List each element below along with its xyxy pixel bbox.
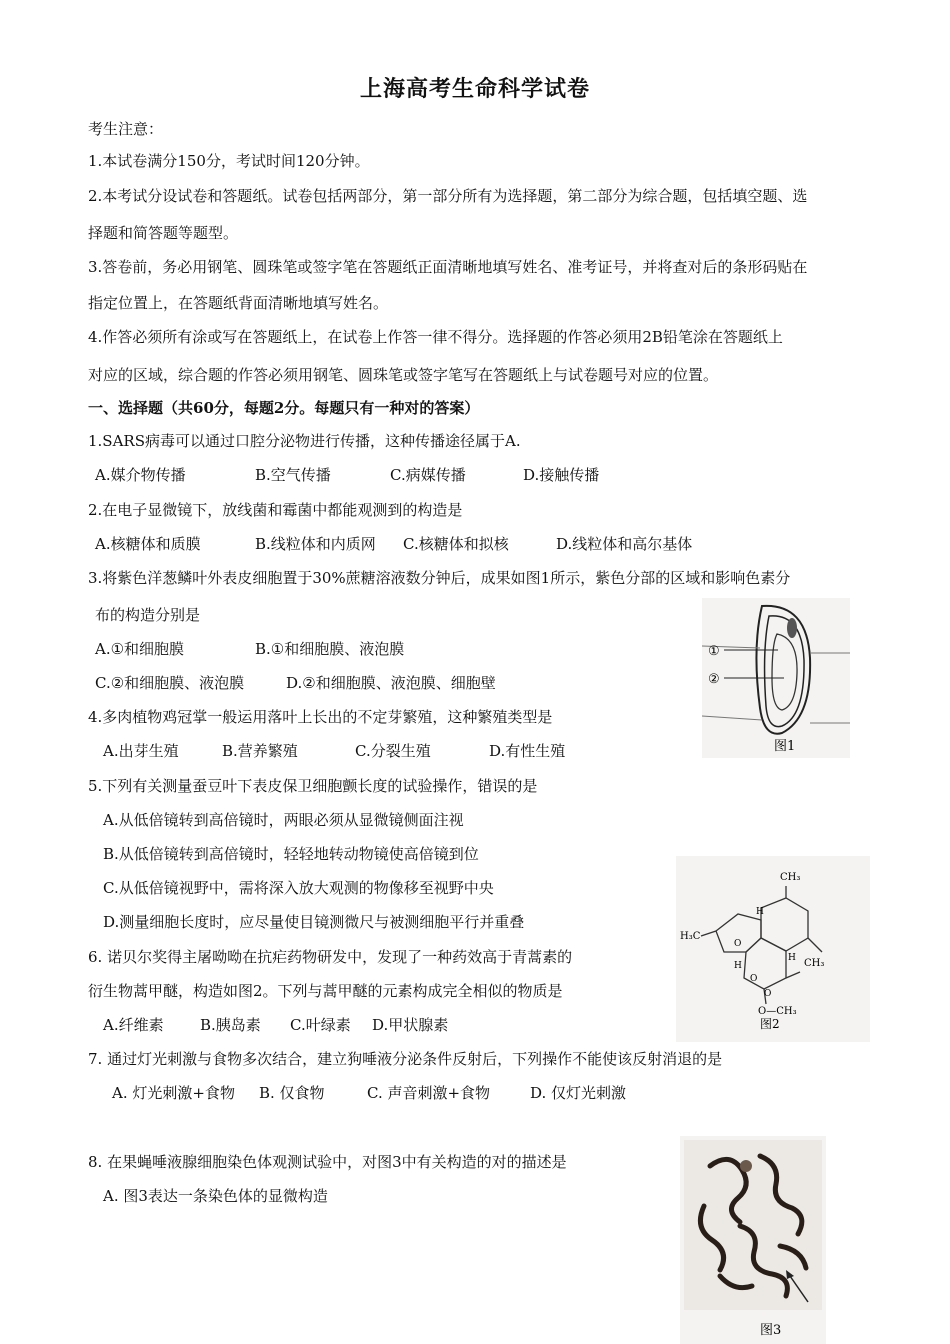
figure-1-cell <box>702 598 850 758</box>
q4-option-b: B.营养繁殖 <box>222 742 298 760</box>
figure-2-caption: 图2 <box>760 1017 780 1031</box>
q1-option-d: D.接触传播 <box>523 466 600 484</box>
figure-1-label-2: ② <box>708 672 720 687</box>
figure-2-molecule <box>676 856 870 1042</box>
q3-option-d: D.②和细胞膜、液泡膜、细胞壁 <box>286 674 496 692</box>
notice-item: 3.答卷前，务必用钢笔、圆珠笔或签字笔在答题纸正面清晰地填写姓名、准考证号，并将查对后的条形码贴在 <box>88 258 808 276</box>
q7-option-c: C. 声音刺激+食物 <box>367 1084 491 1102</box>
question-1-stem: 1.SARS病毒可以通过口腔分泌物进行传播，这种传播途径属于A. <box>88 432 521 450</box>
figure-3-drawing <box>680 1136 826 1344</box>
q4-option-d: D.有性生殖 <box>489 742 566 760</box>
notice-item: 1.本试卷满分150分，考试时间120分钟。 <box>88 152 370 170</box>
notice-item: 择题和简答题等题型。 <box>88 224 239 242</box>
q3-option-c: C.②和细胞膜、液泡膜 <box>95 674 245 692</box>
q4-option-a: A.出芽生殖 <box>103 742 179 760</box>
question-7-stem: 7. 通过灯光刺激与食物多次结合，建立狗唾液分泌条件反射后，下列操作不能使该反射消退的是 <box>88 1050 723 1068</box>
figure-2-h-label: H <box>788 953 796 963</box>
notice-item: 指定位置上，在答题纸背面清晰地填写姓名。 <box>88 294 389 312</box>
question-3-stem: 3.将紫色洋葱鳞叶外表皮细胞置于30%蔗糖溶液数分钟后，成果如图1所示，紫色分部的区域和影响色素分 <box>88 569 791 587</box>
q7-option-a: A. 灯光刺激+食物 <box>112 1084 235 1102</box>
q1-option-b: B.空气传播 <box>255 466 331 484</box>
q4-option-c: C.分裂生殖 <box>355 742 431 760</box>
section-heading: 一、选择题（共60分，每题2分。每题只有一种对的答案） <box>88 399 480 417</box>
figure-1-drawing <box>702 598 850 758</box>
figure-2-ch3-top: CH₃ <box>780 872 801 883</box>
figure-2-o-label: O <box>734 939 742 949</box>
q6-option-d: D.甲状腺素 <box>372 1016 449 1034</box>
q2-option-b: B.线粒体和内质网 <box>255 535 376 553</box>
page-title: 上海高考生命科学试卷 <box>359 76 590 102</box>
q1-option-c: C.病媒传播 <box>390 466 466 484</box>
notice-heading: 考生注意： <box>88 120 164 138</box>
q8-option-a: A. 图3表达一条染色体的显微构造 <box>103 1187 328 1205</box>
question-8-stem: 8. 在果蝇唾液腺细胞染色体观测试验中，对图3中有关构造的对的描述是 <box>88 1153 567 1171</box>
question-6-stem: 6. 诺贝尔奖得主屠呦呦在抗疟药物研发中，发现了一种药效高于青蒿素的 <box>88 948 573 966</box>
figure-2-h-label: H <box>756 907 764 917</box>
figure-1-caption: 图1 <box>774 739 796 754</box>
figure-2-o-label: O <box>750 974 758 984</box>
figure-2-ch3-left: H₃C <box>680 931 701 942</box>
q2-option-a: A.核糖体和质膜 <box>95 535 201 553</box>
notice-item: 对应的区域，综合题的作答必须用钢笔、圆珠笔或签字笔写在答题纸上与试卷题号对应的位置。 <box>88 366 719 384</box>
q5-option-b: B.从低倍镜转到高倍镜时，轻轻地转动物镜使高倍镜到位 <box>103 845 479 863</box>
q2-option-c: C.核糖体和拟核 <box>403 535 509 553</box>
q5-option-d: D.测量细胞长度时，应尽量使目镜测微尺与被测细胞平行并重叠 <box>103 913 525 931</box>
q7-option-d: D. 仅灯光刺激 <box>530 1084 627 1102</box>
q2-option-d: D.线粒体和高尔基体 <box>556 535 693 553</box>
q6-option-c: C.叶绿素 <box>290 1016 351 1034</box>
figure-2-o-label: O <box>764 989 772 999</box>
q6-option-b: B.胰岛素 <box>200 1016 261 1034</box>
figure-3-caption: 图3 <box>760 1323 782 1338</box>
question-6-stem-cont: 衍生物蒿甲醚，构造如图2。下列与蒿甲醚的元素构成完全相似的物质是 <box>88 982 563 1000</box>
figure-3-chromosome <box>680 1136 826 1344</box>
notice-item: 2.本考试分设试卷和答题纸。试卷包括两部分，第一部分所有为选择题，第二部分为综合题，包括填空题、选 <box>88 187 808 205</box>
figure-1-label-1: ① <box>708 644 720 659</box>
q7-option-b: B. 仅食物 <box>259 1084 325 1102</box>
question-2-stem: 2.在电子显微镜下，放线菌和霉菌中都能观测到的构造是 <box>88 501 463 519</box>
question-3-stem-cont: 布的构造分别是 <box>95 606 201 624</box>
question-5-stem: 5.下列有关测量蚕豆叶下表皮保卫细胞颤长度的试验操作，错误的是 <box>88 777 538 795</box>
q3-option-a: A.①和细胞膜 <box>95 640 185 658</box>
figure-2-h-label: H <box>734 961 742 971</box>
q1-option-a: A.媒介物传播 <box>95 466 186 484</box>
notice-item: 4.作答必须所有涂或写在答题纸上，在试卷上作答一律不得分。选择题的作答必须用2B铅笔涂在答题纸上 <box>88 328 783 346</box>
q3-option-b: B.①和细胞膜、液泡膜 <box>255 640 405 658</box>
q5-option-a: A.从低倍镜转到高倍镜时，两眼必须从显微镜侧面注视 <box>103 811 464 829</box>
figure-2-ch3-right: CH₃ <box>804 958 825 969</box>
figure-2-och3: O—CH₃ <box>758 1006 797 1017</box>
question-4-stem: 4.多肉植物鸡冠掌一般运用落叶上长出的不定芽繁殖，这种繁殖类型是 <box>88 708 553 726</box>
q5-option-c: C.从低倍镜视野中，需将深入放大观测的物像移至视野中央 <box>103 879 494 897</box>
figure-2-drawing <box>676 856 870 1042</box>
q6-option-a: A.纤维素 <box>103 1016 164 1034</box>
